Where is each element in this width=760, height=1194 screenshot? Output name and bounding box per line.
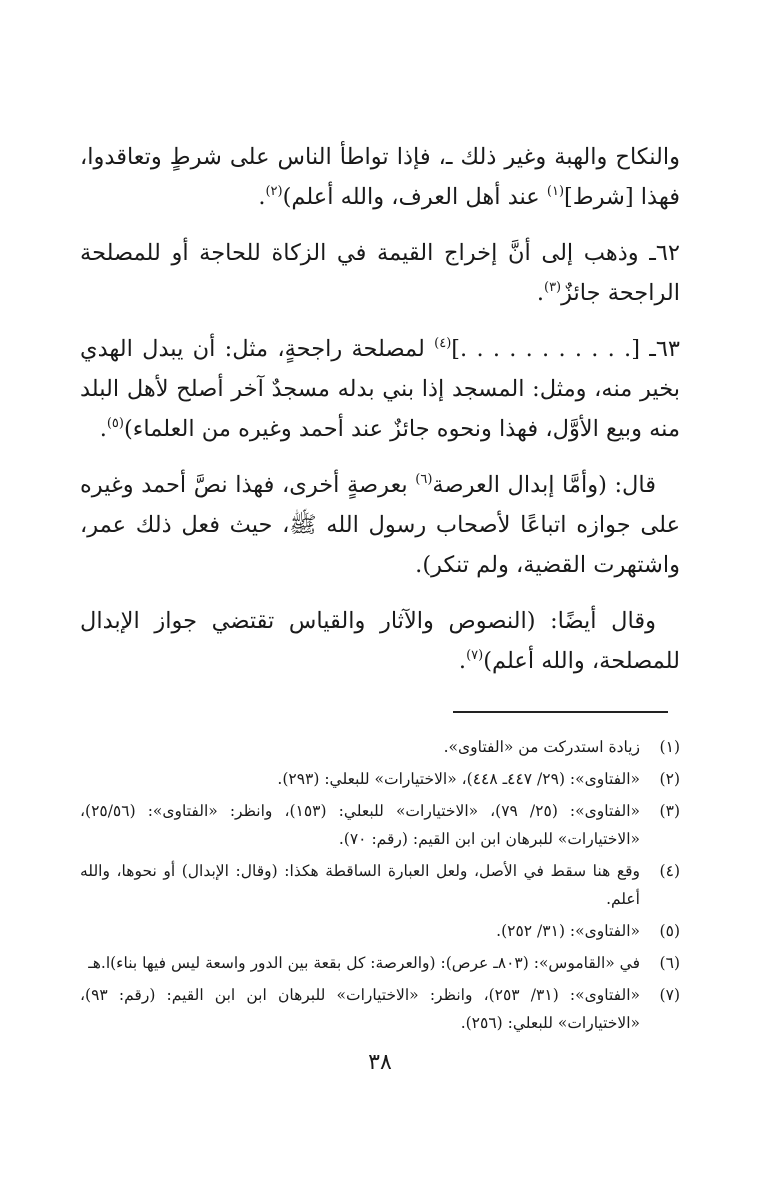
paragraph-text: . [99,416,107,442]
paragraph-text: وقال أيضًا: (النصوص والآثار والقياس تقتضي جواز الإبدال للمصلحة، والله أعلم) [80,608,680,674]
footnotes [80,733,680,1037]
paragraph [80,233,680,313]
footnote-ref[interactable]: (٢) [265,184,283,199]
paragraph [80,601,680,681]
footnote-text: «الفتاوى»: (٣١/ ٢٥٢). [496,922,640,940]
footnote-ref[interactable]: (٣) [543,280,562,295]
paragraph-text: . [458,648,467,674]
footnote-separator [453,711,668,713]
footnote-ref[interactable]: (١) [546,184,565,199]
footnote-number: (٦) [659,954,680,972]
paragraph-text: بعرصةٍ أخرى، فهذا نصَّ أحمد وغيره على جوازه اتباعًا لأصحاب رسول الله ﷺ، حيث فعل ذلك عمر، واشتهرت القضية، ولم تنكر). [80,472,680,578]
footnote-number: (١) [659,738,680,756]
footnote-ref[interactable]: (٦) [415,472,433,487]
paragraph-text: عند أهل العرف، والله أعلم) [282,184,547,210]
main-text [80,137,680,681]
footnote-number: (٣) [659,802,680,820]
footnote-ref[interactable]: (٤) [434,336,452,351]
footnote-number: (٢) [659,770,680,788]
footnote-text: زيادة استدركت من «الفتاوى». [443,738,640,756]
footnote-text: «الفتاوى»: (٢٥/ ٧٩)، «الاختيارات» للبعلي: (١٥٣)، وانظر: «الفتاوى»: (٢٥/٥٦)، «الاختيارات» للبرهان ابن ابن القيم: (رقم: ٧٠). [80,802,640,848]
footnote-text: وقع هنا سقط في الأصل، ولعل العبارة الساقطة هكذا: (وقال: الإبدال) أو نحوها، والله أعلم. [80,862,640,908]
footnote-ref[interactable]: (٧) [466,648,484,663]
footnote [80,949,680,977]
footnote [80,981,680,1037]
footnote [80,765,680,793]
paragraph [80,137,680,217]
footnote-number: (٤) [659,862,680,880]
footnote [80,797,680,853]
footnote [80,857,680,913]
footnote-text: «الفتاوى»: (٢٩/ ٤٤٧ـ ٤٤٨)، «الاختيارات» للبعلي: (٢٩٣). [277,770,640,788]
paragraph [80,329,680,449]
paragraph-text: والنكاح والهبة وغير ذلك ـ، فإذا تواطأ الناس على شرطٍ وتعاقدوا، فهذا [شرط] [80,144,680,210]
footnote [80,733,680,761]
footnote-number: (٥) [659,922,680,940]
footnote-ref[interactable]: (٥) [106,416,124,431]
paragraph [80,465,680,585]
paragraph-text: قال: (وأمَّا إبدال العرصة [432,472,656,498]
paragraph-text: لمصلحة راجحةٍ، مثل: أن يبدل الهدي بخير منه، ومثل: المسجد إذا بني بدله مسجدٌ آخر أصلح لأهل البلد منه وبيع الأوَّل، فهذا ونحوه جائزٌ عند أحمد وغيره من العلماء) [80,336,680,442]
paragraph-text: . [258,184,266,210]
paragraph-text: ٦٣ـ [. . . . . . . . . . .] [451,336,680,362]
paragraph-text: . [536,280,544,306]
footnote-text: في «القاموس»: (٨٠٣ـ عرص): (والعرصة: كل بقعة بين الدور واسعة ليس فيها بناء)ا.هـ [88,954,640,972]
paragraph-text: ٦٢ـ وذهب إلى أنَّ إخراج القيمة في الزكاة للحاجة أو للمصلحة الراجحة جائزٌ [80,240,680,306]
footnote-number: (٧) [659,986,680,1004]
footnote [80,917,680,945]
footnote-text: «الفتاوى»: (٣١/ ٢٥٣)، وانظر: «الاختيارات» للبرهان ابن ابن القيم: (رقم: ٩٣)، «الاختيارات» للبعلي: (٢٥٦). [80,986,640,1032]
page-number: ٣٨ [368,1050,392,1075]
